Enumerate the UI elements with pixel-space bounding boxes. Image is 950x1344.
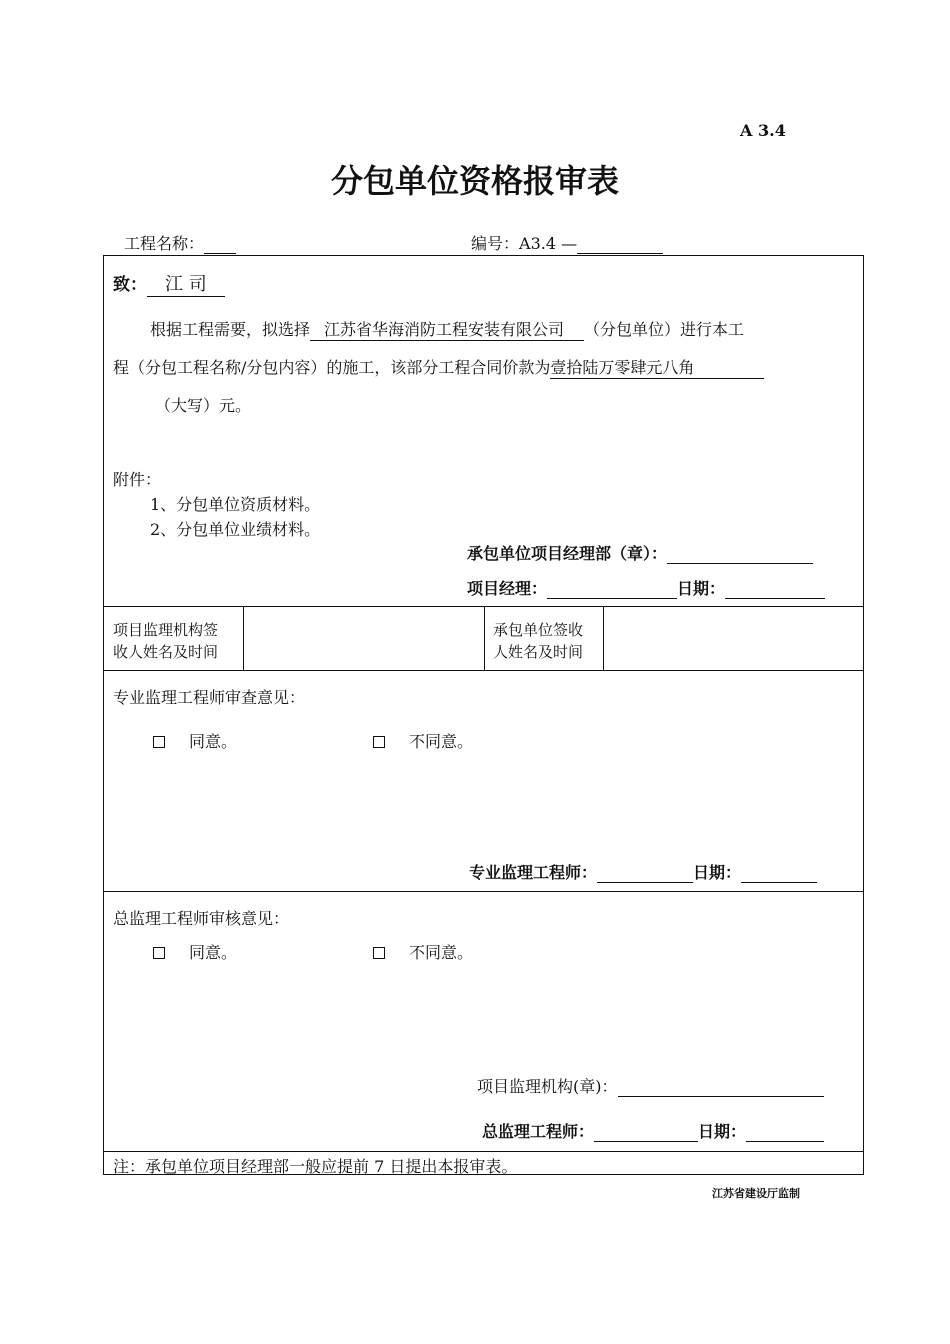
body-text: 程（分包工程名称/分包内容）的施工，该部分工程合同价款为: [113, 358, 551, 377]
manager-row: [467, 576, 825, 599]
divider: [243, 606, 244, 670]
form-code: A 3.4: [740, 121, 786, 140]
footer: 江苏省建设厅监制: [712, 1187, 800, 1200]
specialist-signer-label: 专业监理工程师：: [469, 863, 598, 882]
chief-review-label: 总监理工程师审核意见：: [113, 909, 290, 928]
chief-sign-row: [482, 1119, 824, 1142]
label-line: 项目监理机构签: [113, 621, 219, 639]
body-line-2: [113, 355, 764, 379]
manager-date-label: 日期：: [677, 579, 726, 598]
chief-date-label: 日期：: [698, 1122, 747, 1141]
manager-field[interactable]: [547, 579, 677, 599]
checkbox-icon[interactable]: [153, 947, 165, 959]
contractor-receipt-label: [493, 619, 583, 663]
subcontractor-field[interactable]: 江苏省华海消防工程安装有限公司: [310, 317, 584, 341]
supervision-org-row: [477, 1074, 824, 1097]
attachment-item: 1、分包单位资质材料。: [150, 495, 321, 514]
specialist-agree-option[interactable]: [153, 729, 237, 752]
supervision-org-label: 项目监理机构(章)：: [477, 1077, 618, 1096]
option-label: 同意。: [189, 732, 238, 751]
checkbox-icon[interactable]: [373, 736, 385, 748]
body-line-3: （大写）元。: [155, 396, 252, 415]
manager-date-field[interactable]: [725, 579, 825, 599]
supervision-seal-field[interactable]: [618, 1077, 824, 1097]
body-text: （分包单位）进行本工: [584, 320, 745, 339]
supervisor-receipt-field[interactable]: [245, 608, 482, 669]
addressee-label: 致：: [113, 275, 147, 295]
specialist-disagree-option[interactable]: [373, 729, 473, 752]
contractor-receipt-field[interactable]: [605, 608, 862, 669]
form-number-label: 编号：: [471, 234, 520, 253]
body-line-1: [150, 317, 744, 341]
option-label: 同意。: [189, 943, 238, 962]
specialist-date-field[interactable]: [741, 863, 817, 883]
contractor-seal-field[interactable]: [667, 544, 813, 564]
project-name-field[interactable]: [204, 234, 236, 254]
label-line: 收人姓名及时间: [113, 643, 219, 661]
specialist-date-label: 日期：: [693, 863, 742, 882]
chief-agree-option[interactable]: [153, 940, 237, 963]
amount-field[interactable]: 壹拾陆万零肆元八角: [550, 355, 764, 379]
chief-signer-label: 总监理工程师：: [482, 1122, 595, 1141]
divider: [103, 1151, 864, 1152]
manager-label: 项目经理：: [467, 579, 548, 598]
attachment-item: 2、分包单位业绩材料。: [150, 520, 321, 539]
form-number-prefix: A3.4 —: [519, 234, 578, 253]
body-text: 根据工程需要，拟选择: [150, 320, 311, 339]
contractor-dept-row: [467, 541, 813, 564]
addressee-value[interactable]: 江 司: [147, 270, 225, 297]
chief-date-field[interactable]: [746, 1122, 824, 1142]
option-label: 不同意。: [409, 943, 474, 962]
addressee-row: [113, 270, 225, 297]
contractor-dept-label: 承包单位项目经理部（章）：: [467, 544, 668, 563]
specialist-signer-field[interactable]: [597, 863, 693, 883]
note: 注：承包单位项目经理部一般应提前 7 日提出本报审表。: [113, 1157, 518, 1176]
checkbox-icon[interactable]: [373, 947, 385, 959]
option-label: 不同意。: [409, 732, 474, 751]
label-line: 人姓名及时间: [493, 643, 584, 661]
specialist-review-label: 专业监理工程师审查意见：: [113, 688, 306, 707]
chief-disagree-option[interactable]: [373, 940, 473, 963]
divider: [603, 606, 604, 670]
label-line: 承包单位签收: [493, 621, 584, 639]
specialist-sign-row: [469, 860, 817, 883]
supervisor-receipt-label: [113, 619, 218, 663]
project-name-row: [124, 231, 236, 254]
divider: [484, 606, 485, 670]
form-number-field[interactable]: [577, 234, 663, 254]
divider: [103, 891, 864, 892]
attachments-label: 附件：: [113, 470, 162, 489]
form-number-row: [471, 231, 663, 254]
page-title: 分包单位资格报审表: [330, 162, 619, 200]
divider: [103, 670, 864, 671]
chief-signer-field[interactable]: [594, 1122, 698, 1142]
project-name-label: 工程名称：: [124, 234, 205, 253]
checkbox-icon[interactable]: [153, 736, 165, 748]
